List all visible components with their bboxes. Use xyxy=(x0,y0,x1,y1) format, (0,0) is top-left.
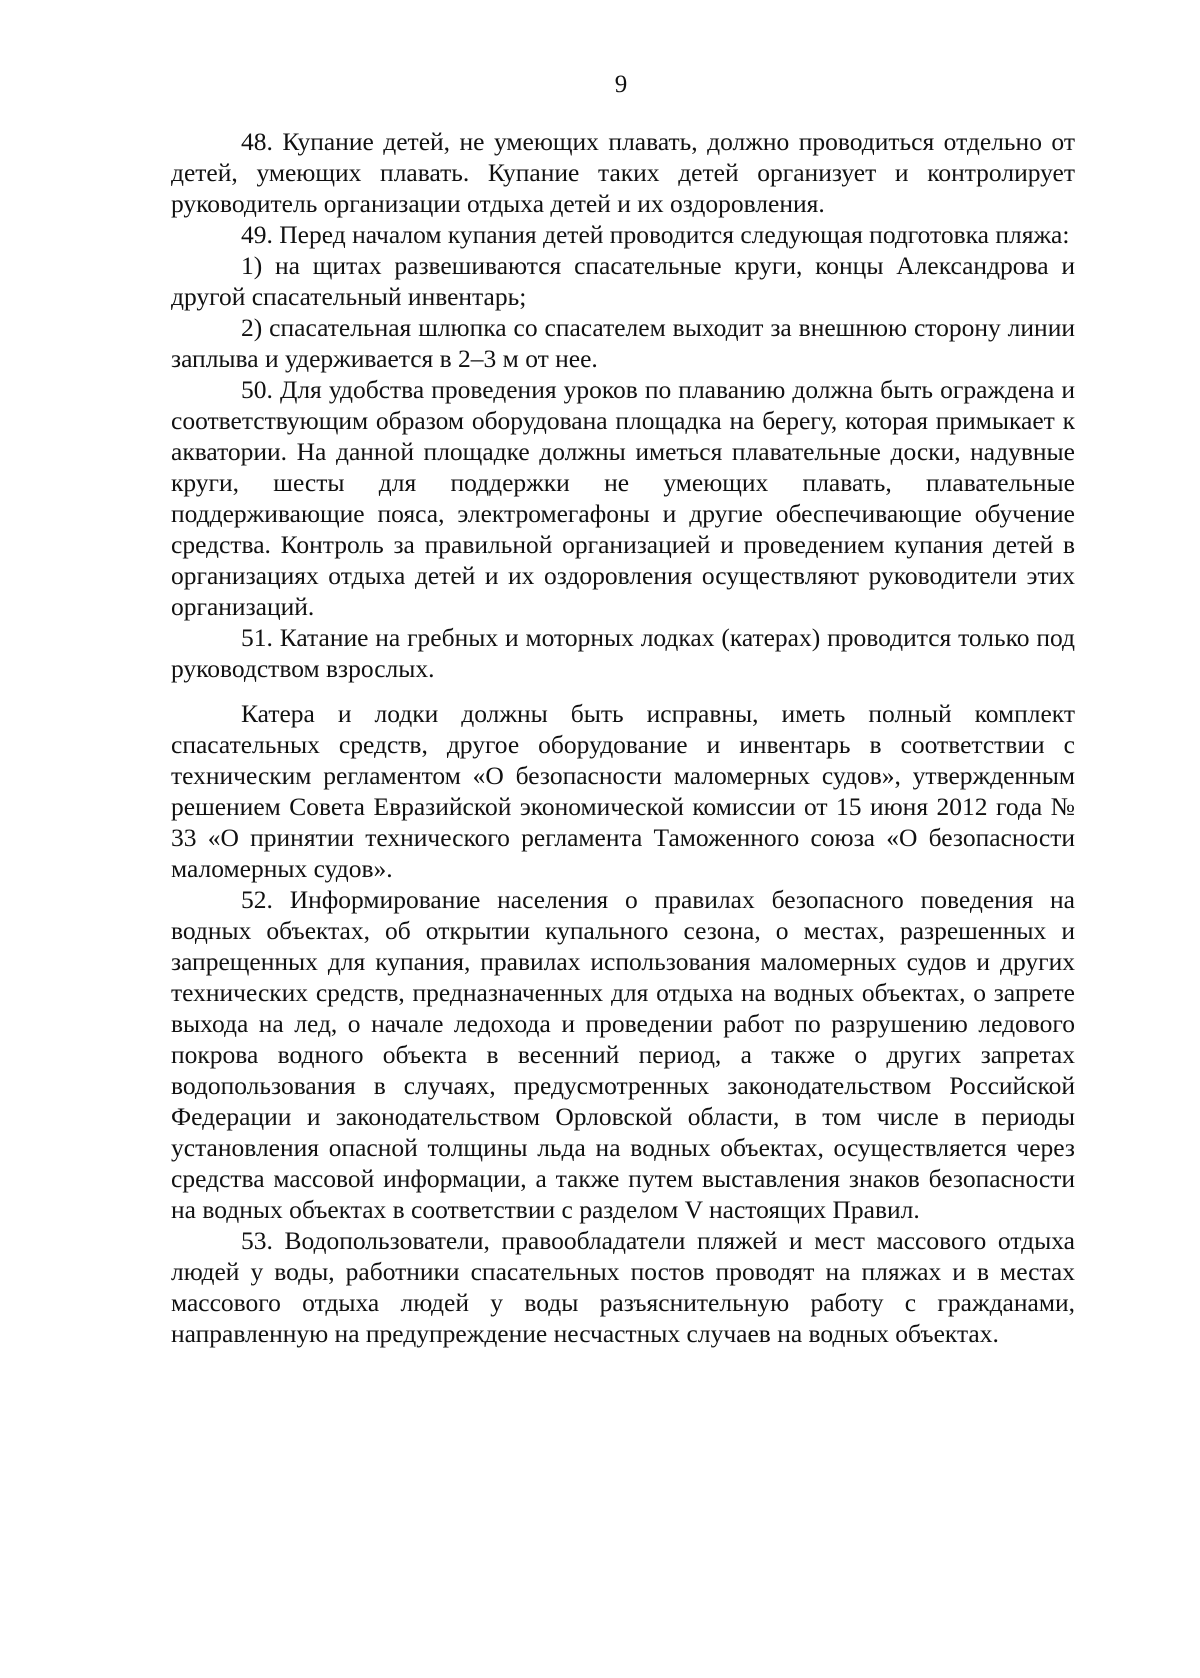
document-body xyxy=(171,126,1075,1349)
paragraph-49: 49. Перед началом купания детей проводится следующая подготовка пляжа: xyxy=(241,220,1070,249)
paragraph-50: 50. Для удобства проведения уроков по плаванию должна быть ограждена и соответствующим образом оборудована площадка на берегу, которая примыкает к акватории. На данной площадке должны иметься плавательные доски, надувные круги, шесты для поддержки не умеющих плавать, плавательные поддерживающие пояса, электромегафоны и другие обеспечивающие обучение средства. Контроль за правильной организацией и проведением купания детей в организациях отдыха детей и их оздоровления осуществляют руководители этих организаций. xyxy=(171,375,1075,621)
paragraph-51: 51. Катание на гребных и моторных лодках (катерах) проводится только под руководством взрослых. xyxy=(171,623,1075,683)
paragraph-49-item-2: 2) спасательная шлюпка со спасателем выходит за внешнюю сторону линии заплыва и удерживается в 2–3 м от нее. xyxy=(171,313,1075,373)
paragraph-52: 52. Информирование населения о правилах безопасного поведения на водных объектах, об открытии купального сезона, о местах, разрешенных и запрещенных для купания, правилах использования маломерных судов и других технических средств, предназначенных для отдыха на водных объектах, о запрете выхода на лед, о начале ледохода и проведении работ по разрушению ледового покрова водного объекта в весенний период, а также о других запретах водопользования в случаях, предусмотренных законодательством Российской Федерации и законодательством Орловской области, в том числе в периоды установления опасной толщины льда на водных объектах, осуществляется через средства массовой информации, а также путем выставления знаков безопасности на водных объектах в соответствии с разделом V настоящих Правил. xyxy=(171,885,1075,1224)
paragraph-48: 48. Купание детей, не умеющих плавать, должно проводиться отдельно от детей, умеющих плавать. Купание таких детей организует и контролирует руководитель организации отдыха детей и их оздоровления. xyxy=(171,127,1075,218)
paragraph-51-boats: Катера и лодки должны быть исправны, иметь полный комплект спасательных средств, другое оборудование и инвентарь в соответствии с техническим регламентом «О безопасности маломерных судов», утвержденным решением Совета Евразийской экономической комиссии от 15 июня 2012 года № 33 «О принятии технического регламента Таможенного союза «О безопасности маломерных судов». xyxy=(171,699,1075,883)
page-number: 9 xyxy=(614,71,628,98)
paragraph-49-item-1: 1) на щитах развешиваются спасательные круги, концы Александрова и другой спасательный инвентарь; xyxy=(171,251,1075,311)
paragraph-53: 53. Водопользователи, правообладатели пляжей и мест массового отдыха людей у воды, работники спасательных постов проводят на пляжах и в местах массового отдыха людей у воды разъяснительную работу с гражданами, направленную на предупреждение несчастных случаев на водных объектах. xyxy=(171,1226,1075,1348)
